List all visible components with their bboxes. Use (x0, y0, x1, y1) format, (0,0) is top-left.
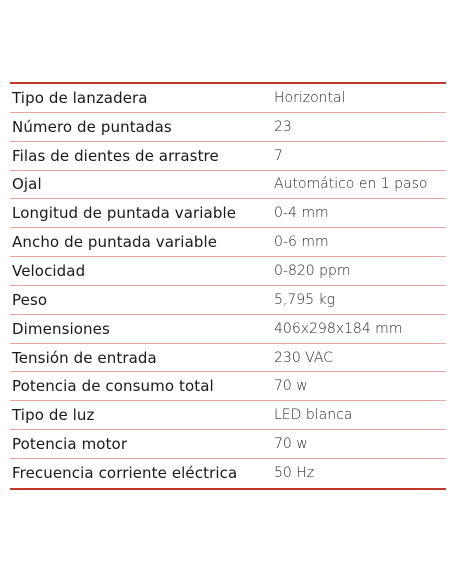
spec-label: Ancho de puntada variable (12, 233, 218, 252)
spec-row (10, 142, 446, 171)
spec-row (10, 257, 446, 286)
spec-value: Horizontal (274, 89, 346, 106)
spec-label: Dimensiones (12, 319, 110, 338)
spec-value: 0-6 mm (274, 234, 329, 251)
spec-label: Potencia motor (12, 435, 128, 454)
spec-value: 70 w (274, 436, 308, 453)
spec-label: Tensión de entrada (12, 348, 157, 367)
spec-value: 5,795 kg (274, 291, 336, 308)
spec-row (10, 372, 446, 401)
spec-value: Automático en 1 paso (274, 176, 428, 193)
spec-value: 230 VAC (274, 349, 333, 366)
spec-value: 7 (274, 147, 283, 164)
spec-row (10, 315, 446, 344)
spec-row (10, 113, 446, 142)
spec-label: Velocidad (12, 261, 86, 280)
spec-row (10, 459, 446, 488)
spec-label: Tipo de luz (12, 406, 95, 425)
spec-row (10, 430, 446, 459)
spec-row (10, 286, 446, 315)
spec-row (10, 228, 446, 257)
spec-row (10, 344, 446, 373)
spec-label: Longitud de puntada variable (12, 204, 237, 223)
spec-value: 50 Hz (274, 465, 315, 482)
spec-label: Tipo de lanzadera (12, 88, 148, 107)
spec-label: Peso (12, 290, 48, 309)
spec-label: Filas de dientes de arrastre (12, 146, 219, 165)
spec-row (10, 84, 446, 113)
spec-row (10, 171, 446, 200)
spec-label: Frecuencia corriente eléctrica (12, 464, 238, 483)
spec-row (10, 401, 446, 430)
spec-value: 70 w (274, 378, 308, 395)
spec-value: 0-820 ppm (274, 262, 351, 279)
spec-label: Potencia de consumo total (12, 377, 214, 396)
spec-label: Ojal (12, 175, 42, 194)
spec-value: LED blanca (274, 407, 353, 424)
spec-value: 406x298x184 mm (274, 320, 403, 337)
spec-row (10, 199, 446, 228)
spec-table (10, 82, 446, 490)
spec-value: 0-4 mm (274, 205, 329, 222)
spec-label: Número de puntadas (12, 117, 172, 136)
spec-value: 23 (274, 118, 292, 135)
